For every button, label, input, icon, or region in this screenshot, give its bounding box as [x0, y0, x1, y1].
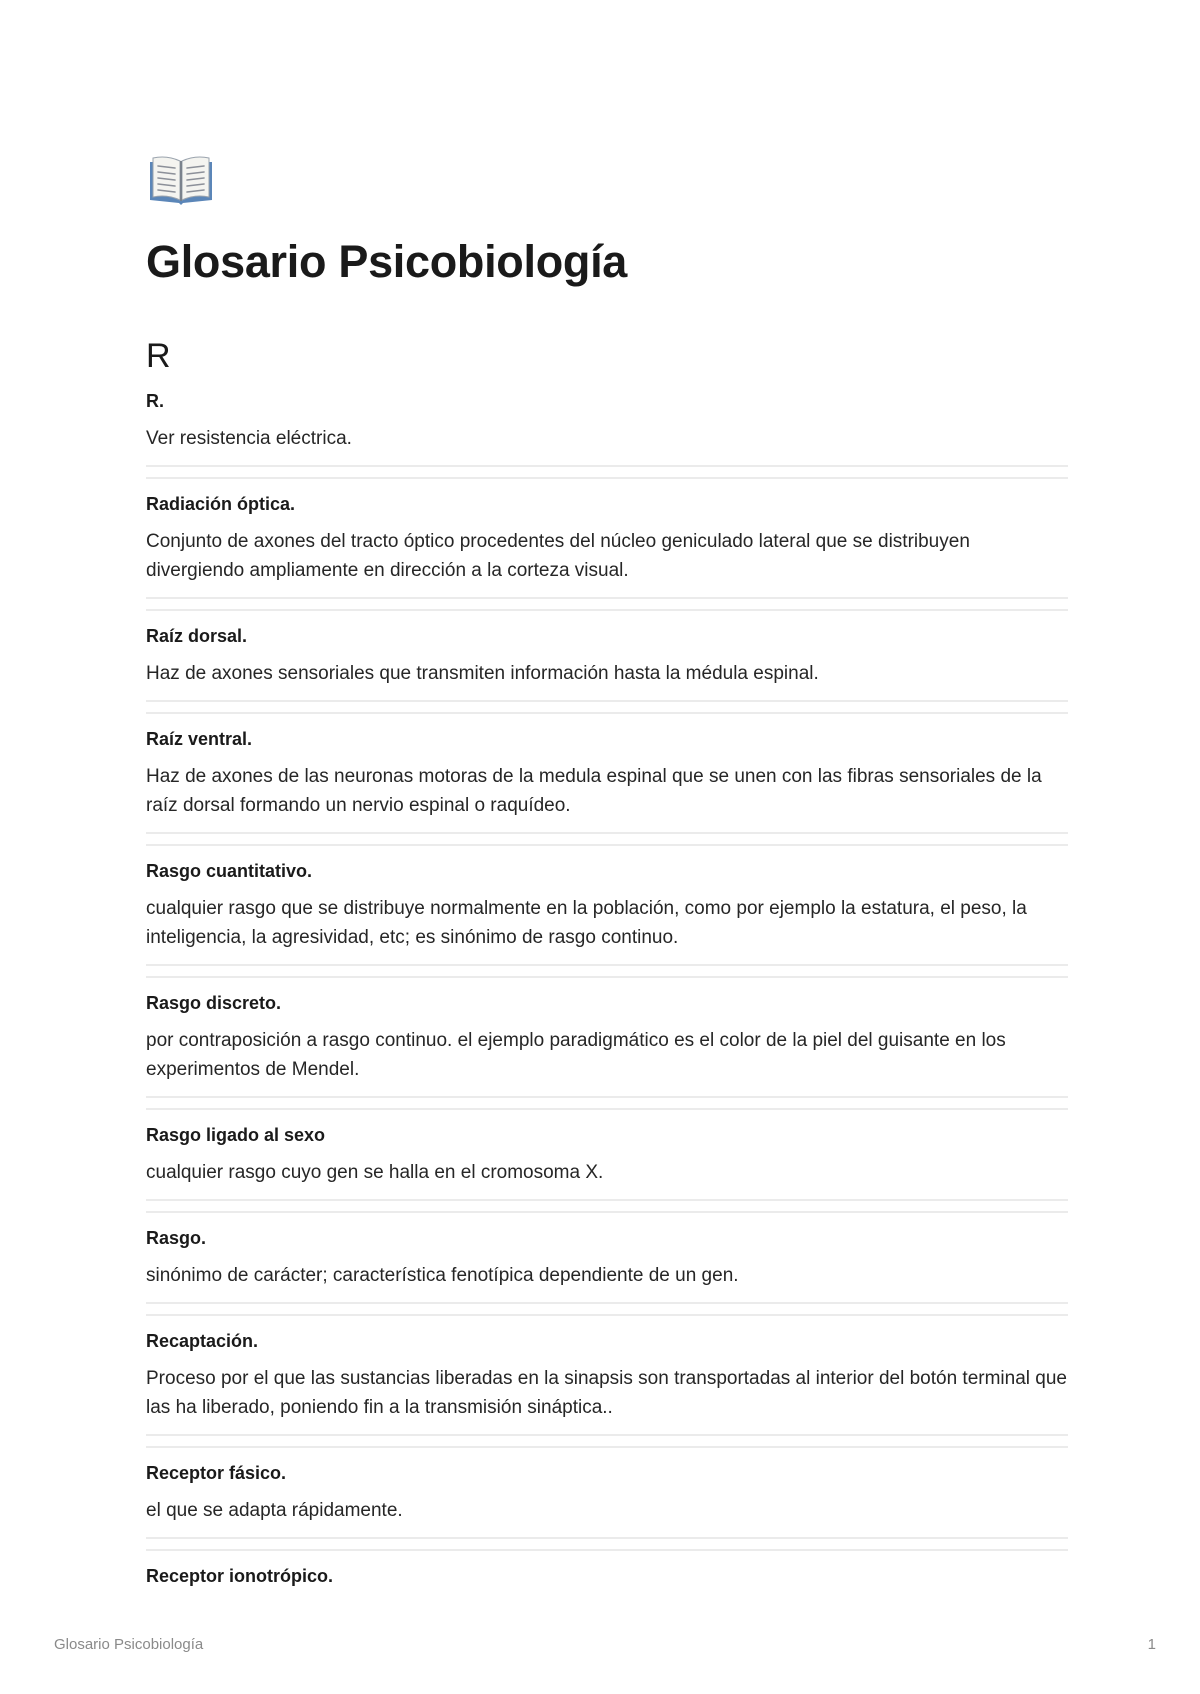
- entry-definition: el que se adapta rápidamente.: [146, 1500, 403, 1521]
- page-title: Glosario Psicobiología: [146, 236, 627, 287]
- entry-divider: [146, 465, 1068, 479]
- entry-divider: [146, 1096, 1068, 1110]
- entry-divider: [146, 964, 1068, 978]
- entry-definition: Haz de axones de las neuronas motoras de la medula espinal que se unen con las fibras sensoriales de la raíz dorsal formando un nervio espinal o raquídeo.: [146, 766, 1042, 816]
- entry-divider: [146, 700, 1068, 714]
- entry-term: R.: [146, 391, 164, 411]
- entry-definition: cualquier rasgo que se distribuye normalmente en la población, como por ejemplo la estatura, el peso, la inteligencia, la agresividad, etc; es sinónimo de rasgo continuo.: [146, 898, 1027, 948]
- entry-term: Recaptación.: [146, 1331, 259, 1351]
- entry-term: Rasgo ligado al sexo: [146, 1125, 326, 1145]
- entry-term: Radiación óptica.: [146, 494, 296, 514]
- entry-definition: Ver resistencia eléctrica.: [146, 428, 352, 449]
- glossary-entry: [146, 846, 1068, 978]
- entry-divider: [146, 597, 1068, 611]
- glossary-list: [146, 386, 1068, 1589]
- glossary-entry: [146, 714, 1068, 846]
- entry-term: Rasgo cuantitativo.: [146, 861, 313, 881]
- footer-page-number: 1: [1147, 1636, 1156, 1653]
- glossary-entry: [146, 386, 1068, 479]
- document-page: [146, 150, 1068, 1589]
- glossary-entry: [146, 1213, 1068, 1316]
- entry-definition: sinónimo de carácter; característica fenotípica dependiente de un gen.: [146, 1265, 739, 1286]
- open-book-icon: [146, 150, 216, 208]
- entry-divider: [146, 1199, 1068, 1213]
- entry-definition: por contraposición a rasgo continuo. el ejemplo paradigmático es el color de la piel del guisante en los experimentos de Mendel.: [146, 1030, 1006, 1080]
- glossary-entry: [146, 1110, 1068, 1213]
- entry-divider: [146, 1537, 1068, 1551]
- entry-term: Raíz dorsal.: [146, 626, 248, 646]
- entry-term: Rasgo.: [146, 1228, 207, 1248]
- glossary-entry: [146, 611, 1068, 714]
- entry-definition: Conjunto de axones del tracto óptico procedentes del núcleo geniculado lateral que se distribuyen divergiendo ampliamente en dirección a la corteza visual.: [146, 531, 970, 581]
- entry-definition: cualquier rasgo cuyo gen se halla en el cromosoma X.: [146, 1162, 604, 1183]
- footer-document-title: Glosario Psicobiología: [54, 1636, 204, 1653]
- glossary-entry: [146, 479, 1068, 611]
- entry-definition: Proceso por el que las sustancias liberadas en la sinapsis son transportadas al interior del botón terminal que las ha liberado, poniendo fin a la transmisión sináptica..: [146, 1368, 1067, 1418]
- glossary-entry: [146, 978, 1068, 1110]
- entry-divider: [146, 832, 1068, 846]
- entry-divider: [146, 1302, 1068, 1316]
- entry-definition: Haz de axones sensoriales que transmiten información hasta la médula espinal.: [146, 663, 819, 684]
- entry-term: Receptor fásico.: [146, 1463, 287, 1483]
- entry-divider: [146, 1434, 1068, 1448]
- entry-term: Raíz ventral.: [146, 729, 253, 749]
- entry-term: Rasgo discreto.: [146, 993, 282, 1013]
- glossary-entry: [146, 1551, 1068, 1589]
- entry-term: Receptor ionotrópico.: [146, 1566, 334, 1586]
- glossary-entry: [146, 1448, 1068, 1551]
- section-heading: R: [146, 337, 171, 375]
- glossary-entry: [146, 1316, 1068, 1448]
